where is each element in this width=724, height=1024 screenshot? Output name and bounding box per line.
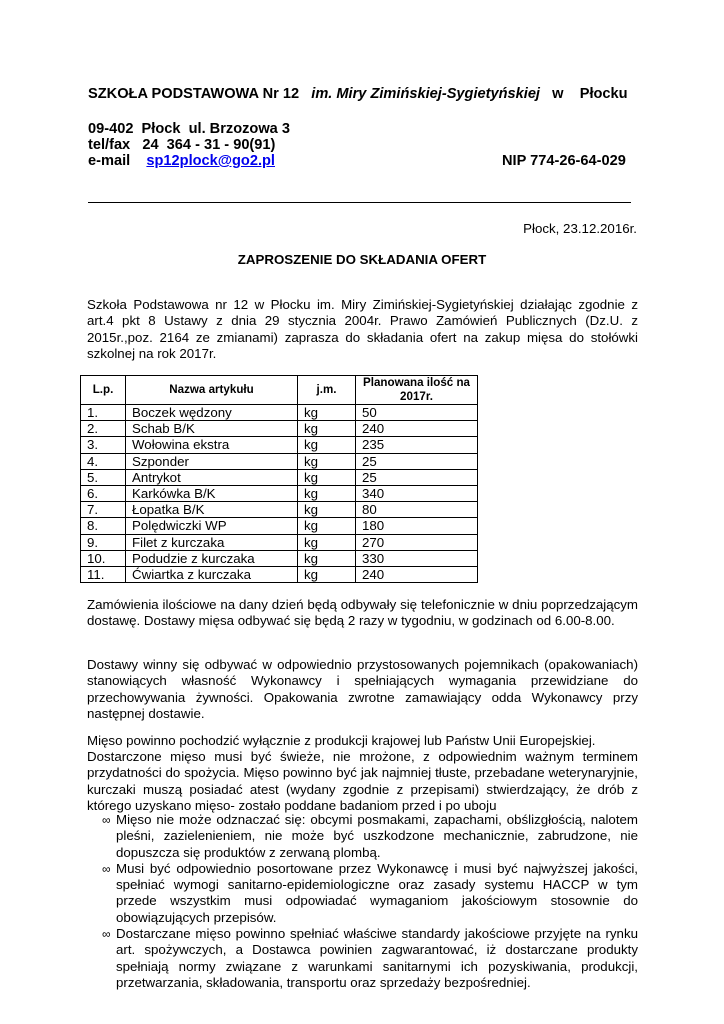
cell-lp: 1. — [81, 405, 126, 421]
cell-quantity: 25 — [356, 469, 478, 485]
cell-lp: 11. — [81, 567, 126, 583]
table-row — [81, 518, 478, 534]
cell-unit: kg — [298, 405, 356, 421]
school-header-line — [88, 86, 628, 102]
school-city: Płocku — [579, 86, 628, 102]
school-name: SZKOŁA PODSTAWOWA Nr 12 — [88, 86, 300, 102]
cell-unit: kg — [298, 469, 356, 485]
cell-name: Filet z kurczaka — [126, 534, 298, 550]
list-item-text: Dostarczane mięso powinno spełniać właściwe standardy jakościowe przyjęte na rynku art. spożywczych, a Dostawca powinien zagwarantować, iż dostarczane produkty spełniają normy związane z warunkami sanitarnymi ich pozyskiwania, produkcji, przetwarzania, składowania, transportu oraz sprzedaży bezpośredniej. — [116, 926, 638, 990]
cell-unit: kg — [298, 421, 356, 437]
list-item-text: Musi być odpowiednio posortowane przez Wykonawcę i musi być najwyższej jakości, spełniać wymogi sanitarno-epidemiologiczne oraz zasady systemu HACCP w tym przede wszystkim musi odpowiadać wymaganiom jakościowym stosownie do obowiązujących przepisów. — [116, 860, 638, 925]
table-row — [81, 567, 478, 583]
cell-lp: 3. — [81, 437, 126, 453]
list-item — [104, 926, 638, 991]
cell-name: Karkówka B/K — [126, 486, 298, 502]
document-date: Płock, 23.12.2016r. — [523, 221, 637, 236]
cell-name: Szponder — [126, 453, 298, 469]
cell-unit: kg — [298, 453, 356, 469]
orders-paragraph: Zamówienia ilościowe na dany dzień będą odbywały się telefonicznie w dniu poprzedzającym dostawę. Dostawy mięsa odbywać się będą 2 razy w tygodniu, w godzinach od 6.00-8.00. — [87, 597, 638, 629]
school-address: 09-402 Płock ul. Brzozowa 3 — [88, 121, 290, 137]
table-row — [81, 469, 478, 485]
delivery-paragraph: Dostawy winny się odbywać w odpowiednio przystosowanych pojemnikach (opakowaniach) stanowiących własność Wykonawcy i spełniających wymagania przewidziane do przechowywania żywności. Opakowania zwrotne zamawiający odda Wykonawcy przy następnej dostawie. — [87, 657, 638, 721]
cell-lp: 10. — [81, 550, 126, 566]
document-title: ZAPROSZENIE DO SKŁADANIA OFERT — [237, 252, 487, 267]
cell-lp: 2. — [81, 421, 126, 437]
bullet-icon: ∞ — [102, 813, 111, 827]
cell-quantity: 80 — [356, 502, 478, 518]
origin-paragraph: Mięso powinno pochodzić wyłącznie z produkcji krajowej lub Państw Unii Europejskiej. — [87, 733, 596, 748]
header-lp: L.p. — [81, 376, 126, 405]
cell-unit: kg — [298, 518, 356, 534]
cell-quantity: 25 — [356, 453, 478, 469]
cell-unit: kg — [298, 534, 356, 550]
cell-quantity: 240 — [356, 567, 478, 583]
quality-paragraph: Dostarczone mięso musi być świeże, nie mrożone, z odpowiednim ważnym terminem przydatności do spożycia. Mięso powinno być jak najmniej tłuste, przebadane weterynaryjnie, kurczaki muszą posiadać atest (wydany zgodnie z przepisami) stwierdzający, że drób z którego uzyskano mięso- zostało poddane badaniom przed i po uboju — [87, 749, 638, 813]
cell-name: Schab B/K — [126, 421, 298, 437]
cell-lp: 8. — [81, 518, 126, 534]
table-row — [81, 437, 478, 453]
intro-paragraph: Szkoła Podstawowa nr 12 w Płocku im. Miry Zimińskiej-Sygietyńskiej działając zgodnie z art.4 pkt 8 Ustawy z dnia 29 stycznia 2004r. Prawo Zamówień Publicznych (Dz.U. z 2015r.,poz. 2164 ze zmianami) zaprasza do składania ofert na zakup mięsa do stołówki szkolnej na rok 2017r. — [87, 297, 638, 361]
table-row — [81, 421, 478, 437]
cell-name: Boczek wędzony — [126, 405, 298, 421]
table-header-row — [81, 376, 478, 405]
bullet-icon: ∞ — [102, 861, 111, 876]
cell-quantity: 330 — [356, 550, 478, 566]
email-line — [88, 153, 275, 169]
table-row — [81, 453, 478, 469]
email-link[interactable]: sp12plock@go2.pl — [146, 153, 275, 169]
cell-quantity: 340 — [356, 486, 478, 502]
nip-number: NIP 774-26-64-029 — [502, 153, 626, 169]
cell-name: Polędwiczki WP — [126, 518, 298, 534]
cell-unit: kg — [298, 486, 356, 502]
list-item-text: Mięso nie może odznaczać się: obcymi posmakami, zapachami, obślizgłością, nalotem pleśni, zazielenieniem, nie może być uszkodzone mechanicznie, zabrudzone, nie dopuszcza się produktów z zerwaną plombą. — [116, 812, 638, 860]
cell-lp: 9. — [81, 534, 126, 550]
list-item — [104, 812, 638, 861]
cell-unit: kg — [298, 550, 356, 566]
cell-name: Podudzie z kurczaka — [126, 550, 298, 566]
table-row — [81, 486, 478, 502]
bullet-icon: ∞ — [102, 927, 111, 942]
cell-name: Łopatka B/K — [126, 502, 298, 518]
requirements-list — [104, 812, 638, 991]
cell-lp: 5. — [81, 469, 126, 485]
header-unit: j.m. — [298, 376, 356, 405]
header-divider — [88, 202, 631, 203]
items-table-body — [81, 405, 478, 583]
cell-name: Wołowina ekstra — [126, 437, 298, 453]
cell-lp: 6. — [81, 486, 126, 502]
table-row — [81, 405, 478, 421]
cell-quantity: 180 — [356, 518, 478, 534]
cell-unit: kg — [298, 502, 356, 518]
cell-quantity: 50 — [356, 405, 478, 421]
header-name: Nazwa artykułu — [126, 376, 298, 405]
cell-unit: kg — [298, 567, 356, 583]
cell-unit: kg — [298, 437, 356, 453]
cell-quantity: 235 — [356, 437, 478, 453]
cell-name: Antrykot — [126, 469, 298, 485]
cell-quantity: 270 — [356, 534, 478, 550]
school-patron: im. Miry Zimińskiej-Sygietyńskiej — [311, 86, 540, 102]
school-telfax: tel/fax 24 364 - 31 - 90(91) — [88, 137, 276, 153]
in-word: w — [552, 86, 564, 102]
list-item — [104, 861, 638, 926]
cell-lp: 7. — [81, 502, 126, 518]
table-row — [81, 550, 478, 566]
table-row — [81, 534, 478, 550]
items-table — [80, 375, 478, 583]
table-row — [81, 502, 478, 518]
cell-name: Ćwiartka z kurczaka — [126, 567, 298, 583]
cell-lp: 4. — [81, 453, 126, 469]
email-label: e-mail — [88, 153, 131, 169]
cell-quantity: 240 — [356, 421, 478, 437]
header-quantity: Planowana ilość na 2017r. — [356, 376, 478, 405]
